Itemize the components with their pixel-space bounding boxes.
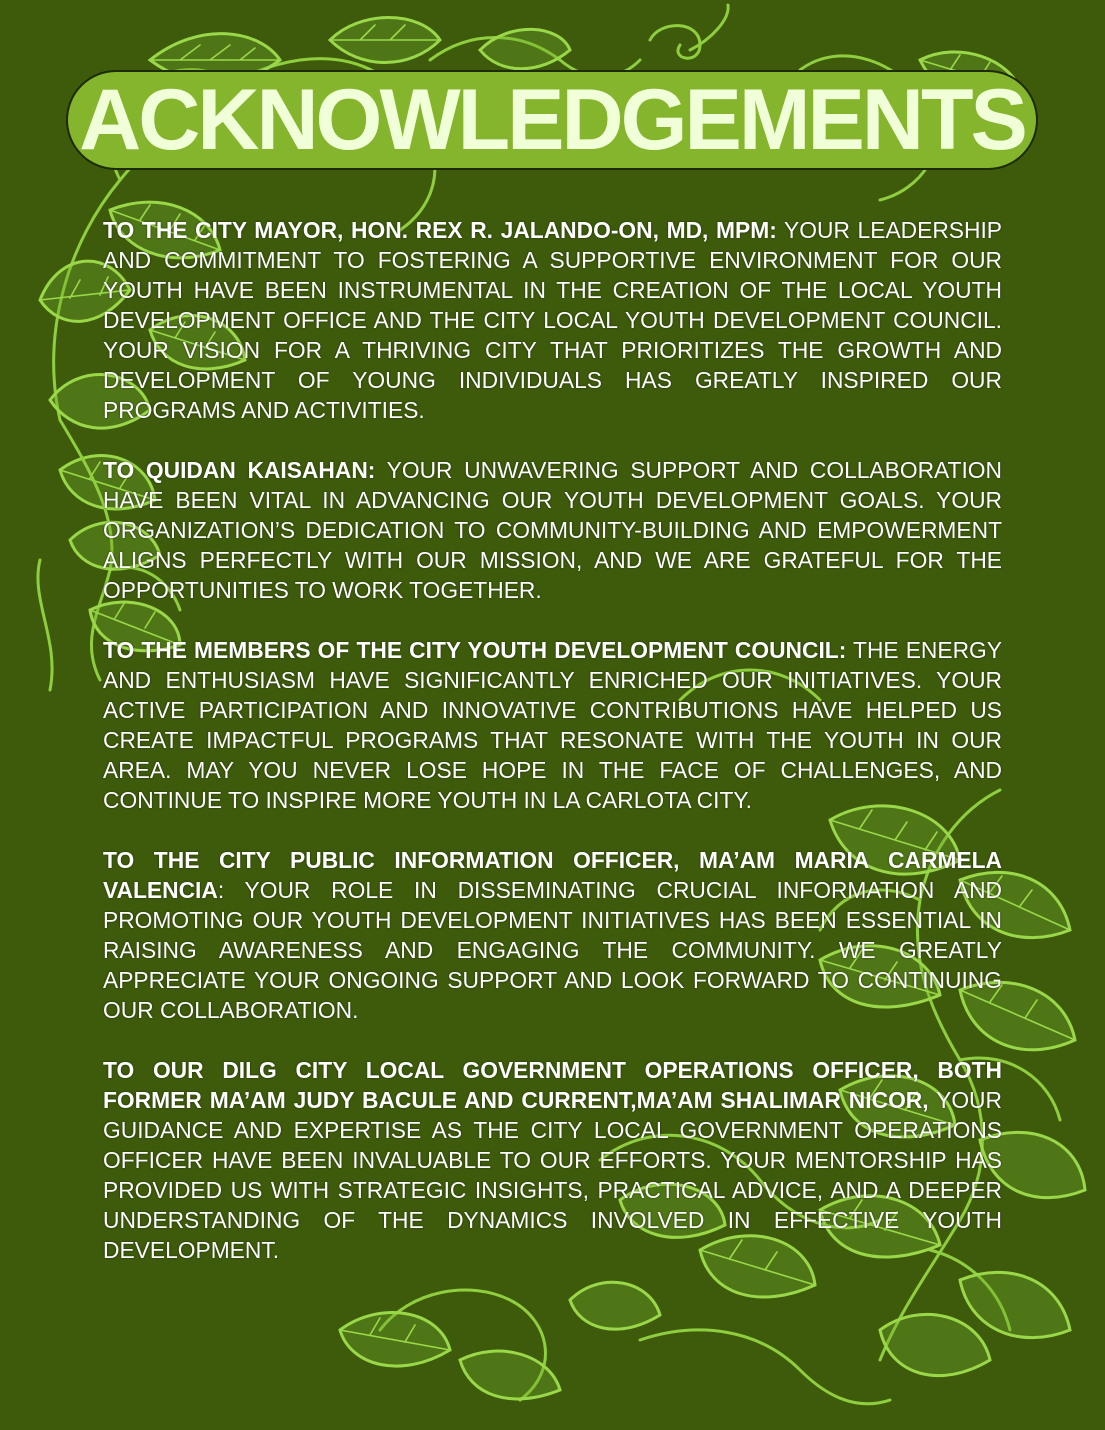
paragraph-information-officer [103,845,1002,1025]
paragraph-heading: TO OUR DILG CITY LOCAL GOVERNMENT OPERATIONS OFFICER, BOTH FORMER MA’AM JUDY BACULE AND CURRENT,MA’AM SHALIMAR NICOR, [103,1057,1002,1113]
paragraph-heading: TO QUIDAN KAISAHAN: [103,457,376,483]
page-title: ACKNOWLEDGEMENTS [79,71,1025,168]
paragraph-text: : YOUR ROLE IN DISSEMINATING CRUCIAL INFORMATION AND PROMOTING OUR YOUTH DEVELOPMENT INITIATIVES HAS BEEN ESSENTIAL IN RAISING AWARENESS AND ENGAGING THE COMMUNITY. WE GREATLY APPRECIATE YOUR ONGOING SUPPORT AND LOOK FORWARD TO CONTINUING OUR COLLABORATION. [103,877,1002,1023]
paragraph-mayor [103,215,1002,425]
paragraph-text: YOUR LEADERSHIP AND COMMITMENT TO FOSTERING A SUPPORTIVE ENVIRONMENT FOR OUR YOUTH HAVE BEEN INSTRUMENTAL IN THE CREATION OF THE LOCAL YOUTH DEVELOPMENT OFFICE AND THE CITY LOCAL YOUTH DEVELOPMENT COUNCIL. YOUR VISION FOR A THRIVING CITY THAT PRIORITIZES THE GROWTH AND DEVELOPMENT OF YOUNG INDIVIDUALS HAS GREATLY INSPIRED OUR PROGRAMS AND ACTIVITIES. [103,217,1002,423]
paragraph-text: YOUR GUIDANCE AND EXPERTISE AS THE CITY LOCAL GOVERNMENT OPERATIONS OFFICER HAVE BEEN INVALUABLE TO OUR EFFORTS. YOUR MENTORSHIP HAS PROVIDED US WITH STRATEGIC INSIGHTS, PRACTICAL ADVICE, AND A DEEPER UNDERSTANDING OF THE DYNAMICS INVOLVED IN EFFECTIVE YOUTH DEVELOPMENT. [103,1087,1002,1263]
paragraph-text: THE ENERGY AND ENTHUSIASM HAVE SIGNIFICANTLY ENRICHED OUR INITIATIVES. YOUR ACTIVE PARTICIPATION AND INNOVATIVE CONTRIBUTIONS HAVE HELPED US CREATE IMPACTFUL PROGRAMS THAT RESONATE WITH THE YOUTH IN OUR AREA. MAY YOU NEVER LOSE HOPE IN THE FACE OF CHALLENGES, AND CONTINUE TO INSPIRE MORE YOUTH IN LA CARLOTA CITY. [103,637,1002,813]
acknowledgements-body [103,215,1002,1295]
paragraph-text: YOUR UNWAVERING SUPPORT AND COLLABORATION HAVE BEEN VITAL IN ADVANCING OUR YOUTH DEVELOPMENT GOALS. YOUR ORGANIZATION’S DEDICATION TO COMMUNITY-BUILDING AND EMPOWERMENT ALIGNS PERFECTLY WITH OUR MISSION, AND WE ARE GRATEFUL FOR THE OPPORTUNITIES TO WORK TOGETHER. [103,457,1002,603]
paragraph-youth-council [103,635,1002,815]
paragraph-heading: TO THE CITY PUBLIC INFORMATION OFFICER, MA’AM MARIA CARMELA VALENCIA [103,847,1002,903]
paragraph-heading: TO THE CITY MAYOR, HON. REX R. JALANDO-ON, MD, MPM: [103,217,777,243]
paragraph-dilg-officer [103,1055,1002,1265]
paragraph-quidan-kaisahan [103,455,1002,605]
paragraph-heading: TO THE MEMBERS OF THE CITY YOUTH DEVELOPMENT COUNCIL: [103,637,847,663]
